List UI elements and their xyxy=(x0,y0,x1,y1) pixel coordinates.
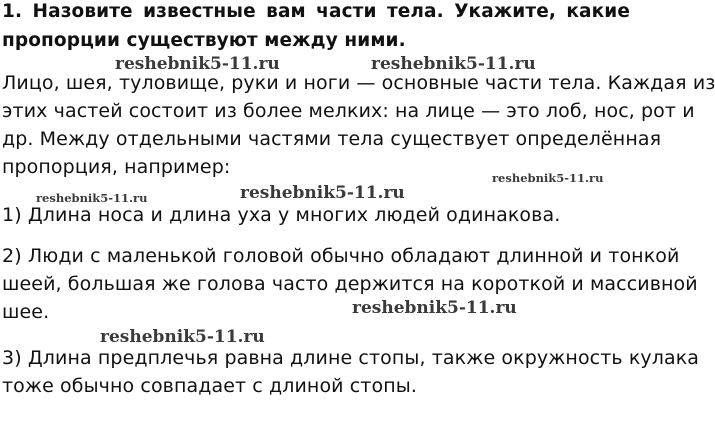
watermark: reshebnik5-11.ru xyxy=(36,191,148,205)
watermark: reshebnik5-11.ru xyxy=(240,183,405,203)
answer-intro-line-4: пропорция, например: xyxy=(2,156,231,178)
answer-item-3-line-1: 3) Длина предплечья равна длине стопы, также окружность кулака xyxy=(2,347,700,369)
watermark: reshebnik5-11.ru xyxy=(352,298,517,318)
answer-item-2-line-3: шее. xyxy=(2,301,50,323)
answer-intro-line-1: Лицо, шея, туловище, руки и ноги — основные части тела. Каждая из xyxy=(2,72,715,94)
answer-intro-line-2: этих частей состоит из более мелких: на лице — это лоб, нос, рот и xyxy=(2,100,695,122)
answer-item-2-line-1: 2) Люди с маленькой головой обычно обладают длинной и тонкой xyxy=(2,245,680,267)
task-heading-line-1: 1. Назовите известные вам части тела. Укажите, какие xyxy=(2,1,630,22)
answer-item-3-line-2: тоже обычно совпадает с длиной стопы. xyxy=(2,375,417,397)
answer-item-2-line-2: шеей, большая же голова часто держится на короткой и массивной xyxy=(2,273,698,295)
watermark: reshebnik5-11.ru xyxy=(492,171,604,185)
answer-intro-line-3: др. Между отдельными частями тела существует определённая xyxy=(2,128,662,150)
watermark: reshebnik5-11.ru xyxy=(115,54,280,74)
watermark: reshebnik5-11.ru xyxy=(100,327,265,347)
answer-item-1: 1) Длина носа и длина уха у многих людей одинакова. xyxy=(2,204,561,226)
task-heading-line-2: пропорции существуют между ними. xyxy=(2,30,406,51)
watermark: reshebnik5-11.ru xyxy=(371,54,536,74)
